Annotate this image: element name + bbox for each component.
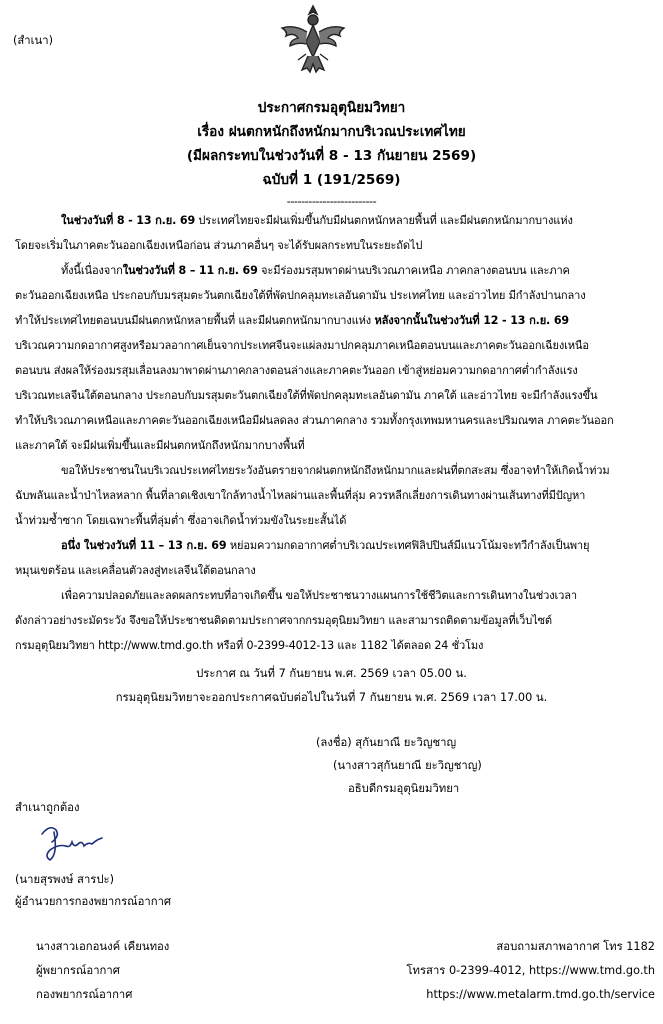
p5-line-1: เพื่อความปลอดภัยและลดผลกระทบที่อาจเกิดขึ้น ขอให้ประชาชนวางแผนการใช้ชีวิตและการเดินทางในช่วงเวลา — [61, 589, 577, 602]
p1-bold-period: ในช่วงวันที่ 8 - 13 ก.ย. 69 — [61, 214, 196, 227]
p5-line-3: กรมอุตุนิยมวิทยา http://www.tmd.go.th หรือที่ 0-2399-4012-13 และ 1182 ได้ตลอด 24 ชั่วโมง — [15, 639, 484, 652]
p2-line-6: บริเวณทะเลจีนใต้ตอนกลาง ประกอบกับมรสุมตะวันตกเฉียงใต้ที่พัดปกคลุมทะเลอันดามัน ภาคใต้ และอ่าวไทย จะมีกำลังแรงขึ้น — [15, 389, 598, 402]
p2-bold-period-2: หลังจากนั้นในช่วงวันที่ 12 - 13 ก.ย. 69 — [374, 314, 569, 327]
copy-mark: (สำเนา) — [13, 34, 53, 47]
p2-line-7: ทำให้บริเวณภาคเหนือและภาคตะวันออกเฉียงเหนือมีฝนลดลง ส่วนภาคกลาง รวมทั้งกรุงเทพมหานครและปริมณฑล ภาคตะวันออก — [15, 414, 614, 427]
paragraph-4 — [15, 533, 647, 583]
footer-left-1: นางสาวเอกอนงค์ เคียนทอง — [36, 940, 170, 953]
p3-line-1: ขอให้ประชาชนในบริเวณประเทศไทยระวังอันตรายจากฝนตกหนักถึงหนักมากและฝนที่ตกสะสม ซึ่งอาจทำให้เกิดน้ำท่วม — [61, 464, 610, 477]
signatory-name: (นางสาวสุกันยาณี ยะวิญชาญ) — [333, 759, 482, 772]
paragraph-1 — [15, 208, 647, 258]
p1-text: ประเทศไทยจะมีฝนเพิ่มขึ้นกับมีฝนตกหนักหลายพื้นที่ และมีฝนตกหนักมากบางแห่ง — [195, 214, 573, 227]
p4-bold-period: อนึ่ง ในช่วงวันที่ 11 – 13 ก.ย. 69 — [61, 539, 227, 552]
signatory-position: อธิบดีกรมอุตุนิยมวิทยา — [348, 782, 460, 795]
handwritten-signature — [36, 820, 106, 864]
p2-bold-period: ในช่วงวันที่ 8 – 11 ก.ย. 69 — [122, 264, 258, 277]
p5-line-2: ดังกล่าวอย่างระมัดระวัง จึงขอให้ประชาชนติดตามประกาศจากกรมอุตุนิยมวิทยา และสามารถติดตามข้อมูลที่เว็บไซต์ — [15, 614, 552, 627]
p3-line-2: ฉับพลันและน้ำป่าไหลหลาก พื้นที่ลาดเชิงเขาใกล้ทางน้ำไหลผ่านและพื้นที่ลุ่ม ควรหลีกเลี่ยงการเดินทางผ่านเส้นทางที่มีปัญหา — [15, 489, 586, 502]
footer-left-3: กองพยากรณ์อากาศ — [36, 988, 133, 1001]
p2-line-3: ทำให้ประเทศไทยตอนบนมีฝนตกหนักหลายพื้นที่ และมีฝนตกหนักมากบางแห่ง — [15, 314, 375, 327]
paragraph-2 — [15, 258, 647, 458]
certifier-position: ผู้อำนวยการกองพยากรณ์อากาศ — [15, 895, 172, 908]
p2-line-4: บริเวณความกดอากาศสูงหรือมวลอากาศเย็นจากประเทศจีนจะแผ่ลงมาปกคลุมภาคเหนือตอนบนและภาคตะวันออกเฉียงเหนือ — [15, 339, 589, 352]
paragraph-3 — [15, 458, 647, 533]
p4-line-2: หมุนเขตร้อน และเคลื่อนตัวลงสู่ทะเลจีนใต้ตอนกลาง — [15, 564, 256, 577]
header-divider: ------------------------- — [286, 195, 377, 208]
p2-line-8: และภาคใต้ จะมีฝนเพิ่มขึ้นและมีฝนตกหนักถึงหนักมากบางพื้นที่ — [15, 439, 305, 452]
p3-line-3: น้ำท่วมซ้ำซาก โดยเฉพาะพื้นที่ลุ่มต่ำ ซึ่งอาจเกิดน้ำท่วมขังในระยะสั้นได้ — [15, 514, 347, 527]
p2-line-2: ตะวันออกเฉียงเหนือ ประกอบกับมรสุมตะวันตกเฉียงใต้ที่พัดปกคลุมทะเลอันดามัน ประเทศไทย และอ่าวไทย มีกำลังปานกลาง — [15, 289, 586, 302]
footer-right-phone: สอบถามสภาพอากาศ โทร 1182 — [496, 940, 655, 953]
p1-line-2: โดยจะเริ่มในภาคตะวันออกเฉียงเหนือก่อน ส่วนภาคอื่นๆ จะได้รับผลกระทบในระยะถัดไป — [15, 239, 423, 252]
p2-line-5: ตอนบน ส่งผลให้ร่องมรสุมเลื่อนลงมาพาดผ่านภาคกลางตอนล่างและภาคตะวันออก เข้าสู่หย่อมความกดอากาศต่ำกำลังแรง — [15, 364, 578, 377]
announcement-effect-period: (มีผลกระทบในช่วงวันที่ 8 - 13 กันยายน 2569) — [186, 148, 477, 164]
announcement-issue-number: ฉบับที่ 1 (191/2569) — [262, 172, 401, 188]
paragraph-5 — [15, 583, 647, 658]
certified-copy-label: สำเนาถูกต้อง — [15, 801, 80, 814]
p2-text-start: ทั้งนี้เนื่องจาก — [61, 264, 123, 277]
announcement-subject: เรื่อง ฝนตกหนักถึงหนักมากบริเวณประเทศไทย — [197, 124, 466, 140]
footer-right-fax: โทรสาร 0-2399-4012, https://www.tmd.go.th — [406, 964, 655, 977]
announcement-title: ประกาศกรมอุตุนิยมวิทยา — [257, 100, 406, 116]
certifier-name: (นายสุรพงษ์ สารปะ) — [15, 873, 115, 886]
announce-date: ประกาศ ณ วันที่ 7 กันยายน พ.ศ. 2569 เวลา 05.00 น. — [196, 667, 467, 680]
footer-right-url: https://www.metalarm.tmd.go.th/service — [426, 988, 655, 1001]
garuda-emblem — [276, 2, 350, 76]
signed-by: (ลงชื่อ) สุกันยาณี ยะวิญชาญ — [316, 736, 457, 749]
footer-left-2: ผู้พยากรณ์อากาศ — [36, 964, 120, 977]
p4-text: หย่อมความกดอากาศต่ำบริเวณประเทศฟิลิปปินส์มีแนวโน้มจะทวีกำลังเป็นพายุ — [226, 539, 590, 552]
next-announce: กรมอุตุนิยมวิทยาจะออกประกาศฉบับต่อไปในวันที่ 7 กันยายน พ.ศ. 2569 เวลา 17.00 น. — [115, 691, 548, 704]
p2-text: จะมีร่องมรสุมพาดผ่านบริเวณภาคเหนือ ภาคกลางตอนบน และภาค — [257, 264, 570, 277]
